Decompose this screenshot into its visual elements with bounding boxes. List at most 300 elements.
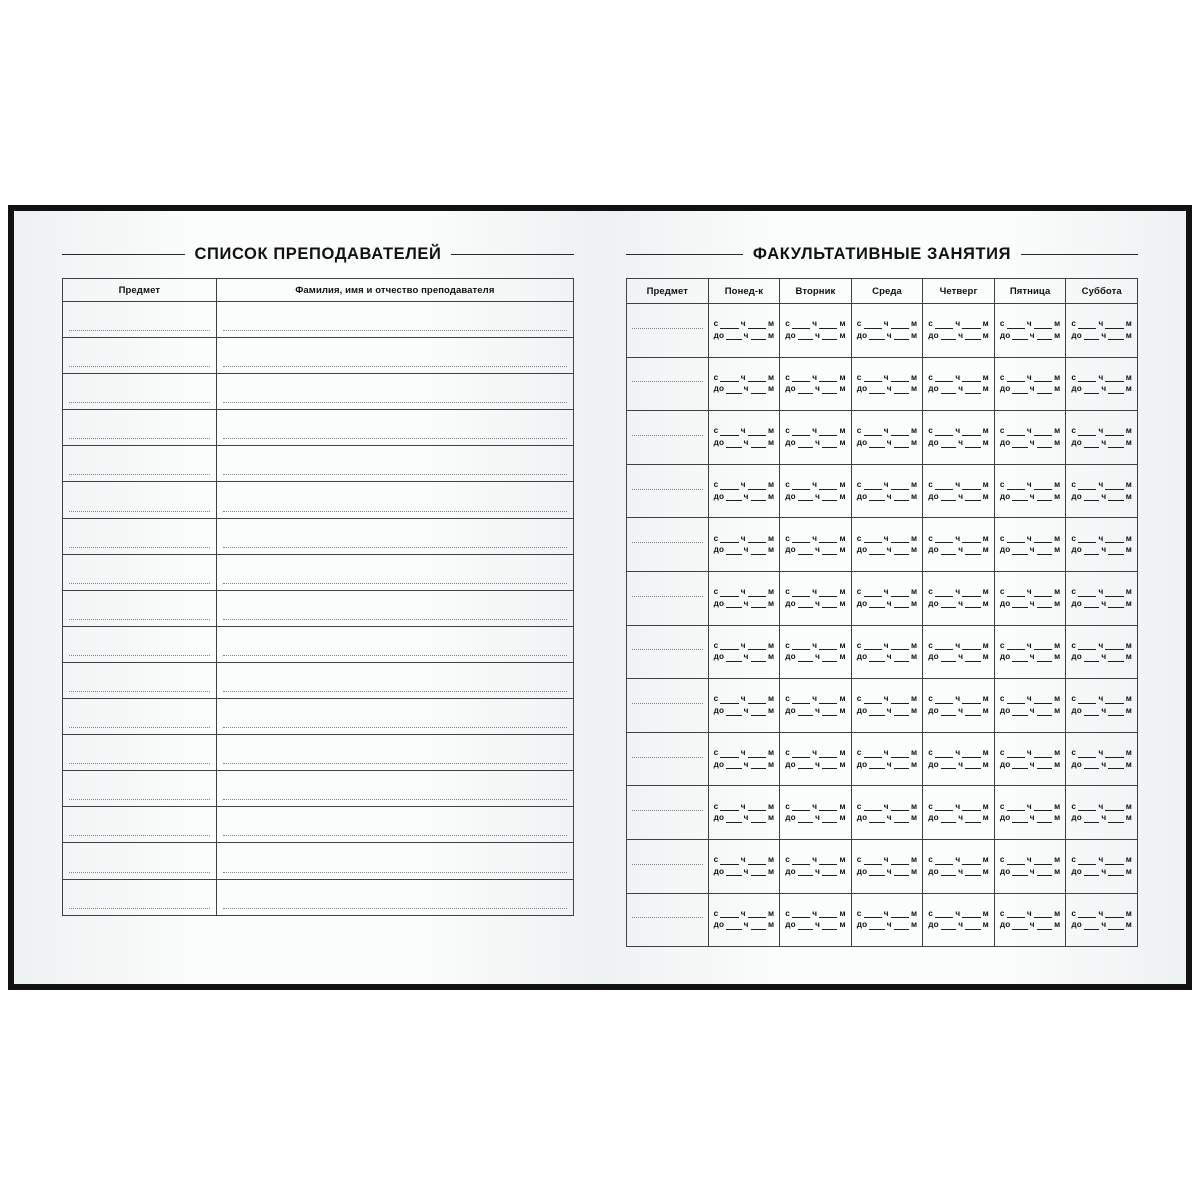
hour-blank [1084,440,1099,448]
time-field-to[interactable] [857,814,918,823]
time-field-from[interactable] [1000,374,1061,383]
elective-time-cell[interactable] [1066,839,1138,893]
teacher-name-cell[interactable] [216,482,573,518]
time-field-from[interactable] [1000,910,1061,919]
time-field-from[interactable] [928,695,989,704]
elective-time-cell[interactable] [1066,357,1138,411]
elective-time-cell[interactable] [1066,518,1138,572]
elective-subject-cell[interactable] [627,732,709,786]
teacher-subject-cell[interactable] [63,590,217,626]
time-field-to[interactable] [928,493,989,502]
elective-time-cell[interactable] [923,839,995,893]
time-field-to[interactable] [1000,385,1061,394]
teacher-subject-cell[interactable] [63,735,217,771]
time-field-to[interactable] [714,814,775,823]
time-field-to[interactable] [1071,761,1132,770]
elective-time-cell[interactable] [708,357,780,411]
time-field-from[interactable] [928,481,989,490]
elective-time-cell[interactable] [708,464,780,518]
elective-time-cell[interactable] [851,786,923,840]
elective-time-cell[interactable] [994,357,1066,411]
elective-time-cell[interactable] [994,518,1066,572]
time-field-from[interactable] [1000,749,1061,758]
elective-time-cell[interactable] [923,411,995,465]
time-field-from[interactable] [1000,427,1061,436]
time-field-from[interactable] [928,588,989,597]
elective-time-cell[interactable] [1066,679,1138,733]
elective-time-cell[interactable] [1066,411,1138,465]
time-field-to[interactable] [857,546,918,555]
elective-time-cell[interactable] [780,786,852,840]
time-field-from[interactable] [857,856,918,865]
time-field-from[interactable] [928,803,989,812]
time-field-to[interactable] [1000,439,1061,448]
time-label: с [856,801,862,811]
time-field-to[interactable] [928,600,989,609]
time-field-to[interactable] [785,814,846,823]
elective-time-cell[interactable] [994,625,1066,679]
time-field-to[interactable] [1000,600,1061,609]
time-label: с [1071,319,1077,329]
time-field-to[interactable] [785,921,846,930]
hour-unit-label: ч [1101,652,1107,662]
write-dotted-line [69,366,210,367]
time-field-to[interactable] [1000,814,1061,823]
hour-blank [798,761,813,769]
time-field-to[interactable] [928,439,989,448]
time-field-to[interactable] [1071,921,1132,930]
elective-time-cell[interactable] [780,732,852,786]
time-field-from[interactable] [1000,803,1061,812]
time-field-from[interactable] [857,749,918,758]
elective-time-cell[interactable] [923,518,995,572]
elective-time-cell[interactable] [994,786,1066,840]
hour-unit-label: ч [1029,652,1035,662]
elective-time-cell[interactable] [851,411,923,465]
elective-time-cell[interactable] [851,464,923,518]
time-field-from[interactable] [857,427,918,436]
time-field-to[interactable] [714,707,775,716]
time-label: до [1071,652,1082,662]
time-field-from[interactable] [785,535,846,544]
time-field-to[interactable] [857,868,918,877]
time-field-from[interactable] [714,535,775,544]
elective-subject-cell[interactable] [627,625,709,679]
time-field-to[interactable] [857,493,918,502]
hour-blank [1012,547,1027,555]
time-field-to[interactable] [785,546,846,555]
teacher-name-cell[interactable] [216,410,573,446]
time-field-from[interactable] [714,481,775,490]
elective-subject-cell[interactable] [627,571,709,625]
elective-time-cell[interactable] [994,464,1066,518]
time-field-to[interactable] [785,761,846,770]
elective-time-cell[interactable] [851,893,923,947]
time-field-to[interactable] [857,707,918,716]
hour-blank [869,440,884,448]
time-field-from[interactable] [857,910,918,919]
time-label: с [713,587,719,597]
elective-time-cell[interactable] [780,571,852,625]
time-field-to[interactable] [785,653,846,662]
time-field-from[interactable] [1071,481,1132,490]
teacher-subject-cell[interactable] [63,843,217,879]
time-field-to[interactable] [714,761,775,770]
minute-blank [748,696,766,704]
time-field-to[interactable] [928,546,989,555]
elective-time-cell[interactable] [1066,464,1138,518]
time-field-from[interactable] [714,695,775,704]
teacher-name-cell[interactable] [216,843,573,879]
elective-time-cell[interactable] [851,732,923,786]
elective-time-cell[interactable] [1066,786,1138,840]
time-field-from[interactable] [857,481,918,490]
time-field-from[interactable] [785,588,846,597]
elective-time-cell[interactable] [851,518,923,572]
time-field-to[interactable] [1071,707,1132,716]
time-field-from[interactable] [857,588,918,597]
teacher-subject-cell[interactable] [63,554,217,590]
elective-time-cell[interactable] [1066,304,1138,358]
time-field-from[interactable] [1071,427,1132,436]
time-field-to[interactable] [928,814,989,823]
hour-unit-label: ч [1098,479,1104,489]
teacher-name-cell[interactable] [216,699,573,735]
elective-subject-cell[interactable] [627,679,709,733]
elective-time-cell[interactable] [780,839,852,893]
time-field-to[interactable] [714,921,775,930]
teacher-subject-cell[interactable] [63,662,217,698]
time-field-to[interactable] [714,385,775,394]
time-field-to[interactable] [1071,439,1132,448]
elective-subject-cell[interactable] [627,839,709,893]
elective-subject-cell[interactable] [627,304,709,358]
elective-time-cell[interactable] [780,357,852,411]
time-field-from[interactable] [1000,642,1061,651]
time-field-to[interactable] [785,493,846,502]
teacher-name-cell[interactable] [216,554,573,590]
teacher-subject-cell[interactable] [63,518,217,554]
title-rule-left [62,254,185,255]
elective-time-cell[interactable] [994,304,1066,358]
time-field-from[interactable] [785,374,846,383]
time-field-to[interactable] [785,439,846,448]
time-field-from[interactable] [714,910,775,919]
time-field-to[interactable] [785,332,846,341]
teacher-subject-cell[interactable] [63,879,217,915]
time-field-to[interactable] [857,653,918,662]
elective-time-cell[interactable] [1066,893,1138,947]
minute-unit-label: м [982,384,989,394]
elective-time-cell[interactable] [708,786,780,840]
elective-time-cell[interactable] [851,679,923,733]
time-field-to[interactable] [1071,332,1132,341]
time-field-to[interactable] [857,761,918,770]
table-row [63,771,574,807]
time-field-from[interactable] [714,374,775,383]
elective-time-cell[interactable] [851,839,923,893]
teacher-subject-cell[interactable] [63,302,217,338]
time-field-to[interactable] [1000,921,1061,930]
elective-time-cell[interactable] [994,732,1066,786]
time-label: с [1071,426,1077,436]
elective-subject-cell[interactable] [627,518,709,572]
time-field-from[interactable] [1000,481,1061,490]
hour-blank [864,696,882,704]
elective-time-cell[interactable] [1066,625,1138,679]
teacher-name-cell[interactable] [216,807,573,843]
time-field-from[interactable] [928,427,989,436]
time-field-to[interactable] [1000,761,1061,770]
elective-time-cell[interactable] [780,464,852,518]
elective-time-cell[interactable] [708,679,780,733]
teacher-name-cell[interactable] [216,662,573,698]
time-field-from[interactable] [1000,535,1061,544]
time-field-from[interactable] [714,803,775,812]
time-field-from[interactable] [785,695,846,704]
time-field-to[interactable] [928,707,989,716]
time-field-from[interactable] [1071,910,1132,919]
time-field-from[interactable] [1071,695,1132,704]
minute-blank [1037,922,1052,930]
teacher-subject-cell[interactable] [63,699,217,735]
hour-blank [1012,654,1027,662]
elective-time-cell[interactable] [851,571,923,625]
time-field-from[interactable] [857,535,918,544]
time-field-from[interactable] [714,588,775,597]
teacher-name-cell[interactable] [216,771,573,807]
time-field-to[interactable] [857,385,918,394]
time-field-from[interactable] [1071,535,1132,544]
time-field-from[interactable] [928,642,989,651]
time-field-from[interactable] [785,910,846,919]
time-field-to[interactable] [1000,493,1061,502]
elective-time-cell[interactable] [923,304,995,358]
elective-time-cell[interactable] [780,304,852,358]
elective-time-cell[interactable] [780,679,852,733]
teacher-subject-cell[interactable] [63,374,217,410]
teacher-name-cell[interactable] [216,626,573,662]
elective-time-cell[interactable] [994,679,1066,733]
elective-time-cell[interactable] [708,518,780,572]
hour-unit-label: ч [1026,587,1032,597]
hour-unit-label: ч [815,813,821,823]
time-field-to[interactable] [1000,332,1061,341]
time-field-to[interactable] [857,921,918,930]
elective-subject-cell[interactable] [627,893,709,947]
time-field-to[interactable] [785,707,846,716]
time-field-to[interactable] [785,385,846,394]
teacher-name-cell[interactable] [216,879,573,915]
time-field-from[interactable] [857,374,918,383]
minute-blank [1105,696,1123,704]
hour-blank [935,696,953,704]
time-field-from[interactable] [714,427,775,436]
elective-time-cell[interactable] [851,357,923,411]
time-field-to[interactable] [928,868,989,877]
time-field-from[interactable] [714,856,775,865]
elective-time-cell[interactable] [923,464,995,518]
time-field-to[interactable] [1071,653,1132,662]
time-field-to[interactable] [1071,385,1132,394]
time-field-to[interactable] [1000,868,1061,877]
elective-time-cell[interactable] [923,732,995,786]
elective-time-cell[interactable] [708,411,780,465]
time-field-from[interactable] [1071,642,1132,651]
time-field-from[interactable] [857,320,918,329]
time-field-to[interactable] [928,653,989,662]
time-field-to[interactable] [714,493,775,502]
elective-time-cell[interactable] [994,839,1066,893]
time-field-from[interactable] [928,320,989,329]
time-field-from[interactable] [785,856,846,865]
time-field-to[interactable] [785,600,846,609]
time-field-to[interactable] [928,761,989,770]
time-label: до [928,330,939,340]
time-field-to[interactable] [928,332,989,341]
time-field-to[interactable] [785,868,846,877]
minute-unit-label: м [911,694,918,704]
teacher-name-cell[interactable] [216,735,573,771]
time-field-from[interactable] [1000,856,1061,865]
teacher-subject-cell[interactable] [63,807,217,843]
elective-time-cell[interactable] [780,625,852,679]
time-field-to[interactable] [1071,600,1132,609]
time-field-to[interactable] [714,439,775,448]
time-field-to[interactable] [1071,493,1132,502]
time-field-to[interactable] [857,332,918,341]
teacher-name-cell[interactable] [216,518,573,554]
elective-time-cell[interactable] [923,893,995,947]
time-field-from[interactable] [928,749,989,758]
teacher-name-cell[interactable] [216,374,573,410]
elective-time-cell[interactable] [994,571,1066,625]
time-field-from[interactable] [1071,320,1132,329]
elective-subject-cell[interactable] [627,411,709,465]
time-field-to[interactable] [928,921,989,930]
time-field-from[interactable] [785,481,846,490]
time-field-from[interactable] [714,642,775,651]
teacher-subject-cell[interactable] [63,338,217,374]
time-field-from[interactable] [928,374,989,383]
teacher-subject-cell[interactable] [63,446,217,482]
time-field-to[interactable] [714,332,775,341]
hour-unit-label: ч [815,330,821,340]
elective-subject-cell[interactable] [627,786,709,840]
elective-time-cell[interactable] [923,357,995,411]
minute-unit-label: м [1125,801,1132,811]
time-field-to[interactable] [1000,653,1061,662]
time-field-to[interactable] [714,653,775,662]
time-field-from[interactable] [714,320,775,329]
time-field-to[interactable] [857,600,918,609]
elective-time-cell[interactable] [851,625,923,679]
time-field-to[interactable] [1071,546,1132,555]
time-field-to[interactable] [1000,707,1061,716]
time-field-to[interactable] [714,546,775,555]
time-field-to[interactable] [857,439,918,448]
teacher-subject-cell[interactable] [63,771,217,807]
minute-unit-label: м [839,920,846,930]
hour-unit-label: ч [743,813,749,823]
time-field-to[interactable] [1071,868,1132,877]
time-field-from[interactable] [857,642,918,651]
time-field-from[interactable] [1071,374,1132,383]
time-field-from[interactable] [857,695,918,704]
time-field-from[interactable] [1071,856,1132,865]
elective-time-cell[interactable] [994,893,1066,947]
elective-subject-cell[interactable] [627,357,709,411]
elective-time-cell[interactable] [780,411,852,465]
elective-time-cell[interactable] [923,679,995,733]
time-field-from[interactable] [928,856,989,865]
time-field-from[interactable] [1000,588,1061,597]
minute-blank [1037,815,1052,823]
teacher-name-cell[interactable] [216,338,573,374]
elective-time-cell[interactable] [780,518,852,572]
minute-blank [962,589,980,597]
time-field-from[interactable] [1071,588,1132,597]
time-field-from[interactable] [857,803,918,812]
teacher-subject-cell[interactable] [63,410,217,446]
elective-time-cell[interactable] [708,893,780,947]
time-field-from[interactable] [1000,695,1061,704]
time-field-from[interactable] [785,803,846,812]
elective-time-cell[interactable] [780,893,852,947]
time-field-from[interactable] [1071,803,1132,812]
elective-subject-cell[interactable] [627,464,709,518]
time-field-to[interactable] [714,600,775,609]
elective-time-cell[interactable] [851,304,923,358]
elective-time-cell[interactable] [708,839,780,893]
teacher-subject-cell[interactable] [63,626,217,662]
elective-time-cell[interactable] [923,786,995,840]
time-field-from[interactable] [785,427,846,436]
time-field-from[interactable] [785,749,846,758]
time-label: до [713,545,725,555]
time-field-to[interactable] [1000,546,1061,555]
teacher-subject-cell[interactable] [63,482,217,518]
hour-blank [864,482,882,490]
time-field-to[interactable] [928,385,989,394]
time-field-from[interactable] [785,642,846,651]
teacher-name-cell[interactable] [216,446,573,482]
elective-time-cell[interactable] [708,732,780,786]
time-label: с [785,479,790,489]
time-field-from[interactable] [928,535,989,544]
minute-blank [751,386,766,394]
hour-blank [792,482,810,490]
time-field-from[interactable] [928,910,989,919]
time-field-from[interactable] [1071,749,1132,758]
elective-time-cell[interactable] [708,625,780,679]
elective-time-cell[interactable] [708,571,780,625]
elective-time-cell[interactable] [923,625,995,679]
hour-blank [1078,857,1096,865]
time-field-to[interactable] [1071,814,1132,823]
elective-time-cell[interactable] [1066,571,1138,625]
elective-time-cell[interactable] [1066,732,1138,786]
elective-time-cell[interactable] [923,571,995,625]
time-field-from[interactable] [1000,320,1061,329]
time-field-from[interactable] [714,749,775,758]
teacher-name-cell[interactable] [216,590,573,626]
elective-time-cell[interactable] [708,304,780,358]
time-field-to[interactable] [714,868,775,877]
time-field-from[interactable] [785,320,846,329]
teacher-name-cell[interactable] [216,302,573,338]
elective-time-cell[interactable] [994,411,1066,465]
